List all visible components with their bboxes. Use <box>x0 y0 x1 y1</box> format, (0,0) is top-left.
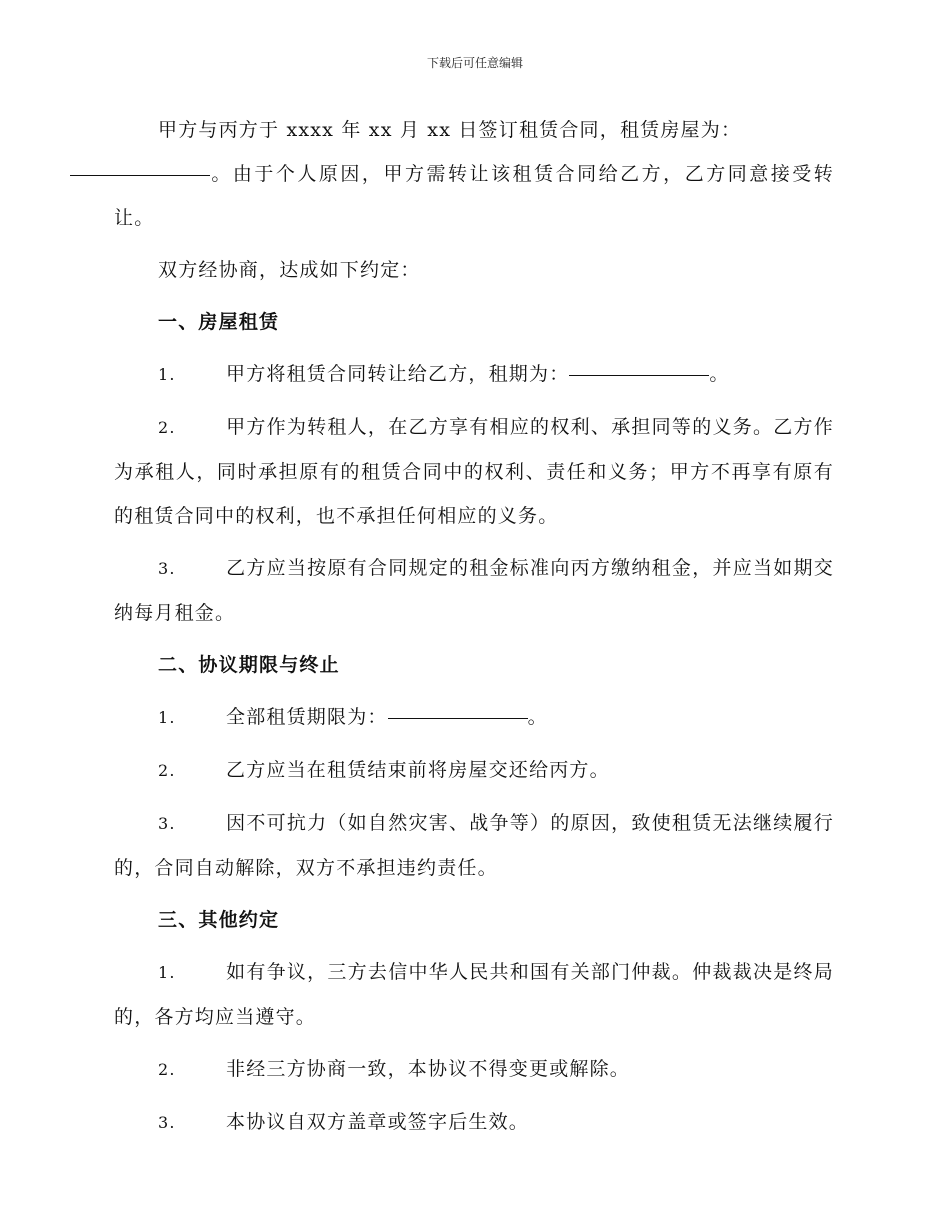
clause-text: 乙方应当按原有合同规定的租金标准向丙方缴纳租金，并应当如期交纳每月租金。 <box>114 557 834 624</box>
term-blank <box>569 374 709 376</box>
intro-text-1: 甲方与丙方于 xxxx 年 xx 月 xx 日签订租赁合同，租赁房屋为： <box>158 119 742 141</box>
section-title: 二、协议期限与终止 <box>158 654 340 676</box>
clause-text: 全部租赁期限为： <box>226 706 388 728</box>
clause-number: 3. <box>158 559 176 578</box>
clause-number: 1. <box>158 365 176 384</box>
clause <box>114 695 834 740</box>
clause <box>114 748 834 793</box>
clause-number: 2. <box>158 418 176 437</box>
clause <box>114 546 834 635</box>
section-title: 三、其他约定 <box>158 909 280 931</box>
clause-number: 1. <box>158 963 176 982</box>
clause <box>114 405 834 538</box>
clause-text: 非经三方协商一致，本协议不得变更或解除。 <box>226 1058 631 1080</box>
clause <box>114 1100 834 1145</box>
clause-text: 因不可抗力（如自然灾害、战争等）的原因，致使租赁无法继续履行的，合同自动解除，双方不承担违约责任。 <box>114 812 834 879</box>
clause-text: 如有争议，三方去信中华人民共和国有关部门仲裁。仲裁裁决是终局的，各方均应当遵守。 <box>114 961 834 1028</box>
intro-paragraph <box>114 108 834 240</box>
clause-number: 3. <box>158 814 176 833</box>
clause-text-end: 。 <box>709 363 730 385</box>
clause-number: 1. <box>158 708 176 727</box>
page-header: 下载后可任意编辑 <box>426 56 523 70</box>
clause-text: 甲方将租赁合同转让给乙方，租期为： <box>226 363 570 385</box>
clause-text-end: 。 <box>527 706 548 728</box>
clause-number: 3. <box>158 1113 176 1132</box>
clause-text: 乙方应当在租赁结束前将房屋交还给丙方。 <box>226 759 610 781</box>
clause <box>114 801 834 890</box>
intro-text-2: 。由于个人原因，甲方需转让该租赁合同给乙方，乙方同意接受转让。 <box>114 163 834 229</box>
clause <box>114 352 834 397</box>
clause <box>114 950 834 1039</box>
clause <box>114 1047 834 1092</box>
section-title: 一、房屋租赁 <box>158 311 280 333</box>
clause-number: 2. <box>158 1060 176 1079</box>
clause-text: 甲方作为转租人，在乙方享有相应的权利、承担同等的义务。乙方作为承租人，同时承担原有的租赁合同中的权利、责任和义务；甲方不再享有原有的租赁合同中的权利，也不承担任何相应的义务。 <box>114 416 834 527</box>
agreement-line: 双方经协商，达成如下约定： <box>158 259 421 281</box>
clause-text: 本协议自双方盖章或签字后生效。 <box>226 1111 530 1133</box>
clause-number: 2. <box>158 761 176 780</box>
document-body <box>114 108 834 1153</box>
period-blank <box>388 717 528 719</box>
property-blank <box>70 174 210 176</box>
